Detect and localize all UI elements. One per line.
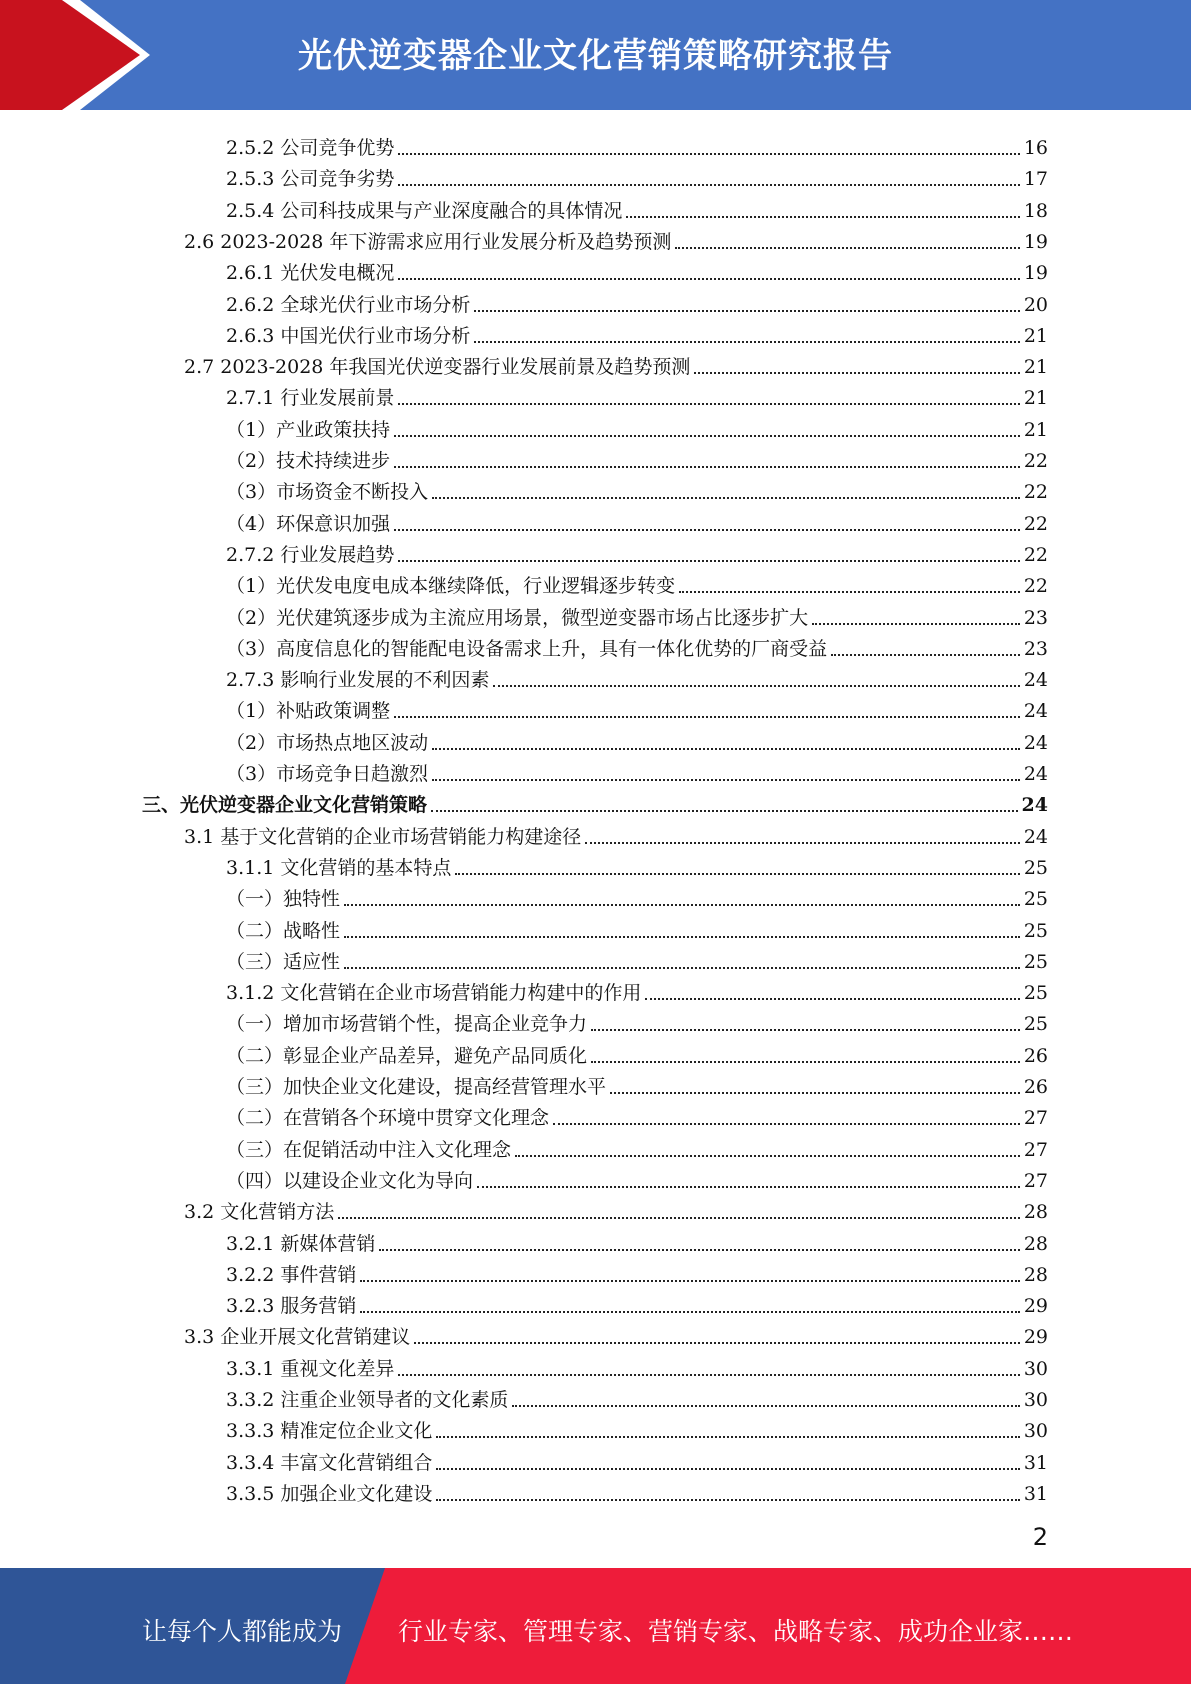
toc-entry[interactable] xyxy=(226,660,1048,691)
toc-entry-page: 26 xyxy=(1023,1076,1048,1098)
toc-entry-page: 27 xyxy=(1023,1138,1048,1161)
toc-entry-page: 24 xyxy=(1023,825,1048,848)
toc-entry-title: 3.1 基于文化营销的企业市场营销能力构建途径 xyxy=(184,825,582,848)
toc-entry[interactable] xyxy=(226,879,1048,910)
toc-dot-leader xyxy=(412,1326,1022,1348)
toc-entry[interactable] xyxy=(226,1224,1048,1255)
toc-dot-leader xyxy=(472,325,1021,347)
toc-entry-title: （2）市场热点地区波动 xyxy=(226,731,429,754)
toc-entry[interactable] xyxy=(226,441,1048,472)
toc-dot-leader xyxy=(677,575,1022,597)
toc-entry[interactable] xyxy=(226,1067,1048,1098)
toc-entry-page: 25 xyxy=(1023,856,1048,879)
toc-entry-page: 27 xyxy=(1023,1169,1048,1192)
toc-entry-page: 22 xyxy=(1023,512,1048,535)
toc-entry-title: （一）独特性 xyxy=(226,888,341,911)
toc-entry-page: 18 xyxy=(1023,199,1048,222)
toc-entry-page: 26 xyxy=(1023,1044,1048,1067)
toc-dot-leader xyxy=(430,732,1022,754)
toc-entry-title: 2.7 2023-2028 年我国光伏逆变器行业发展前景及趋势预测 xyxy=(184,356,691,379)
toc-entry-page: 28 xyxy=(1023,1263,1048,1286)
toc-entry[interactable] xyxy=(226,159,1048,190)
toc-entry-title: 3.2 文化营销方法 xyxy=(184,1201,335,1224)
toc-entry-title: （二）战略性 xyxy=(226,919,341,942)
toc-entry[interactable] xyxy=(226,410,1048,441)
toc-entry-title: 3.3.4 丰富文化营销组合 xyxy=(226,1451,433,1474)
toc-dot-leader xyxy=(643,982,1021,1004)
toc-entry-title: 3.1.2 文化营销在企业市场营销能力构建中的作用 xyxy=(226,982,642,1005)
toc-dot-leader xyxy=(510,1389,1021,1411)
toc-dot-leader xyxy=(396,137,1021,159)
toc-dot-leader xyxy=(430,481,1022,503)
toc-entry[interactable] xyxy=(226,253,1048,284)
toc-entry-page: 30 xyxy=(1023,1389,1048,1411)
toc-entry[interactable] xyxy=(226,1161,1048,1192)
toc-dot-leader xyxy=(396,1358,1021,1380)
footer-slogan-left: 让每个人都能成为 xyxy=(142,1617,343,1646)
toc-dot-leader xyxy=(434,1483,1021,1505)
toc-entry-title: 2.7.1 行业发展前景 xyxy=(226,387,395,410)
toc-entry-title: 2.7.2 行业发展趋势 xyxy=(226,543,395,566)
toc-entry-page: 22 xyxy=(1023,543,1048,566)
toc-entry[interactable] xyxy=(226,723,1048,754)
toc-entry-page: 28 xyxy=(1023,1232,1048,1255)
toc-entry-title: 3.2.3 服务营销 xyxy=(226,1295,357,1318)
toc-dot-leader xyxy=(434,1452,1021,1474)
toc-entry[interactable] xyxy=(226,316,1048,347)
toc-dot-leader xyxy=(608,1076,1022,1098)
toc-dot-leader xyxy=(396,387,1021,409)
toc-entry[interactable] xyxy=(226,1443,1048,1474)
toc-entry[interactable] xyxy=(184,1192,1048,1223)
toc-entry-page: 24 xyxy=(1021,794,1048,817)
toc-entry[interactable] xyxy=(226,378,1048,409)
toc-entry-title: （3）市场资金不断投入 xyxy=(226,481,429,504)
toc-entry-page: 31 xyxy=(1023,1482,1048,1505)
toc-entry-page: 17 xyxy=(1023,168,1048,191)
toc-entry-page: 25 xyxy=(1023,950,1048,973)
toc-dot-leader xyxy=(829,638,1022,660)
toc-entry-page: 24 xyxy=(1023,731,1048,754)
toc-entry[interactable] xyxy=(226,504,1048,535)
toc-entry-title: （2）光伏建筑逐步成为主流应用场景，微型逆变器市场占比逐步扩大 xyxy=(226,606,809,629)
toc-entry[interactable] xyxy=(226,1474,1048,1505)
toc-entry-title: （2）技术持续进步 xyxy=(226,450,391,472)
toc-entry-page: 24 xyxy=(1023,669,1048,692)
toc-dot-leader xyxy=(453,857,1021,879)
toc-entry-title: 3.3 企业开展文化营销建议 xyxy=(184,1326,411,1349)
toc-entry-page: 19 xyxy=(1023,230,1048,253)
toc-entry-title: 2.5.4 公司科技成果与产业深度融合的具体情况 xyxy=(226,199,623,222)
toc-entry[interactable] xyxy=(142,785,1048,816)
toc-entry-title: （3）高度信息化的智能配电设备需求上升，具有一体化优势的厂商受益 xyxy=(226,637,828,660)
toc-entry-page: 21 xyxy=(1023,356,1048,379)
toc-entry-page: 28 xyxy=(1023,1201,1048,1224)
toc-dot-leader xyxy=(342,888,1022,910)
toc-entry[interactable] xyxy=(226,566,1048,597)
toc-entry-page: 30 xyxy=(1023,1420,1048,1443)
toc-dot-leader xyxy=(396,262,1021,284)
toc-entry-page: 29 xyxy=(1023,1326,1048,1349)
toc-entry-page: 23 xyxy=(1023,637,1048,660)
toc-entry[interactable] xyxy=(226,191,1048,222)
footer-slogan-right: 行业专家、管理专家、营销专家、战略专家、成功企业家…… xyxy=(398,1617,1074,1646)
toc-entry[interactable] xyxy=(226,942,1048,973)
toc-entry-title: 2.7.3 影响行业发展的不利因素 xyxy=(226,669,490,692)
toc-entry-page: 21 xyxy=(1023,324,1048,347)
toc-entry-page: 29 xyxy=(1023,1295,1048,1318)
toc-dot-leader xyxy=(673,231,1021,253)
toc-entry-page: 25 xyxy=(1023,888,1048,911)
toc-entry[interactable] xyxy=(184,222,1048,253)
toc-entry-page: 24 xyxy=(1023,700,1048,723)
toc-entry[interactable] xyxy=(226,1255,1048,1286)
toc-dot-leader xyxy=(392,450,1022,472)
toc-entry-page: 22 xyxy=(1023,575,1048,598)
toc-entry-title: （1）光伏发电度电成本继续降低，行业逻辑逐步转变 xyxy=(226,575,676,598)
page-header xyxy=(0,0,1191,110)
toc-entry-title: 2.5.3 公司竞争劣势 xyxy=(226,168,395,191)
toc-entry-title: （4）环保意识加强 xyxy=(226,512,391,535)
toc-dot-leader xyxy=(472,294,1021,316)
toc-entry-page: 21 xyxy=(1023,418,1048,441)
toc-entry-page: 22 xyxy=(1023,481,1048,504)
toc-entry-title: （四）以建设企业文化为导向 xyxy=(226,1169,474,1192)
toc-dot-leader xyxy=(692,356,1021,378)
toc-dot-leader xyxy=(336,1201,1022,1223)
toc-entry-title: （1）补贴政策调整 xyxy=(226,700,391,723)
toc-entry-title: （3）市场竞争日趋激烈 xyxy=(226,763,429,785)
toc-dot-leader xyxy=(589,1045,1022,1067)
toc-dot-leader xyxy=(551,1107,1022,1129)
toc-entry[interactable] xyxy=(184,1317,1048,1348)
toc-dot-leader xyxy=(392,513,1022,535)
report-title: 光伏逆变器企业文化营销策略研究报告 xyxy=(298,36,893,76)
toc-entry[interactable] xyxy=(226,754,1048,785)
toc-entry[interactable] xyxy=(226,629,1048,660)
toc-dot-leader xyxy=(392,419,1022,441)
toc-dot-leader xyxy=(396,544,1021,566)
toc-entry[interactable] xyxy=(226,973,1048,1004)
toc-dot-leader xyxy=(513,1139,1022,1161)
toc-dot-leader xyxy=(392,700,1022,722)
toc-entry[interactable] xyxy=(226,1349,1048,1380)
toc-dot-leader xyxy=(358,1264,1021,1286)
toc-entry-title: （一）增加市场营销个性，提高企业竞争力 xyxy=(226,1013,588,1036)
toc-dot-leader xyxy=(377,1233,1021,1255)
toc-entry-title: 3.3.5 加强企业文化建设 xyxy=(226,1482,433,1505)
toc-entry[interactable] xyxy=(226,1380,1048,1411)
page-number: 2 xyxy=(1032,1523,1048,1551)
toc-entry-page: 19 xyxy=(1023,262,1048,285)
toc-entry-page: 24 xyxy=(1023,763,1048,785)
toc-entry-title: 3.1.1 文化营销的基本特点 xyxy=(226,856,452,879)
toc-entry[interactable] xyxy=(184,347,1048,378)
toc-entry-title: （1）产业政策扶持 xyxy=(226,418,391,441)
toc-dot-leader xyxy=(342,951,1022,973)
toc-dot-leader xyxy=(589,1013,1022,1035)
toc-entry-page: 25 xyxy=(1023,982,1048,1005)
toc-dot-leader xyxy=(810,607,1022,629)
toc-entry-title: 3.3.1 重视文化差异 xyxy=(226,1357,395,1380)
toc-entry-title: （二）在营销各个环境中贯穿文化理念 xyxy=(226,1107,550,1130)
toc-entry[interactable] xyxy=(226,1036,1048,1067)
toc-entry-title: 3.3.3 精准定位企业文化 xyxy=(226,1420,433,1443)
toc-entry-title: 3.3.2 注重企业领导者的文化素质 xyxy=(226,1389,509,1411)
toc-dot-leader xyxy=(583,826,1022,848)
toc-entry-page: 25 xyxy=(1023,1013,1048,1036)
toc-entry[interactable] xyxy=(226,598,1048,629)
toc-entry[interactable] xyxy=(226,911,1048,942)
toc-entry[interactable] xyxy=(226,285,1048,316)
toc-entry-title: 3.2.1 新媒体营销 xyxy=(226,1232,376,1255)
toc-dot-leader xyxy=(430,763,1022,785)
page-footer xyxy=(0,1568,1191,1684)
toc-entry-page: 20 xyxy=(1023,293,1048,316)
toc-entry[interactable] xyxy=(226,1130,1048,1161)
toc-entry[interactable] xyxy=(226,1098,1048,1129)
toc-entry-title: 3.2.2 事件营销 xyxy=(226,1263,357,1286)
toc-dot-leader xyxy=(434,1420,1021,1442)
toc-entry-page: 30 xyxy=(1023,1357,1048,1380)
toc-entry-title: 2.6.3 中国光伏行业市场分析 xyxy=(226,324,471,347)
toc-entry-title: 2.6 2023-2028 年下游需求应用行业发展分析及趋势预测 xyxy=(184,230,672,253)
toc-entry-title: 三、光伏逆变器企业文化营销策略 xyxy=(142,794,428,817)
toc-entry-title: （三）适应性 xyxy=(226,950,341,973)
toc-dot-leader xyxy=(342,920,1022,942)
toc-entry[interactable] xyxy=(184,817,1048,848)
toc-entry-title: （三）加快企业文化建设，提高经营管理水平 xyxy=(226,1076,607,1098)
toc-entry[interactable] xyxy=(226,472,1048,503)
toc-entry[interactable] xyxy=(226,535,1048,566)
toc-entry-page: 31 xyxy=(1023,1451,1048,1474)
toc-entry-page: 25 xyxy=(1023,919,1048,942)
toc-entry-page: 21 xyxy=(1023,387,1048,410)
toc-entry-title: （三）在促销活动中注入文化理念 xyxy=(226,1138,512,1161)
toc-dot-leader xyxy=(475,1170,1022,1192)
toc-entry-title: 2.6.1 光伏发电概况 xyxy=(226,262,395,285)
toc-entry-page: 22 xyxy=(1023,450,1048,472)
toc-dot-leader xyxy=(624,200,1021,222)
toc-dot-leader xyxy=(491,669,1021,691)
toc-entry-title: （二）彰显企业产品差异，避免产品同质化 xyxy=(226,1044,588,1067)
toc-entry[interactable] xyxy=(226,848,1048,879)
toc-entry[interactable] xyxy=(226,1286,1048,1317)
toc-entry[interactable] xyxy=(226,1004,1048,1035)
toc-entry-page: 27 xyxy=(1023,1107,1048,1130)
toc-dot-leader xyxy=(429,794,1020,816)
toc-entry[interactable] xyxy=(226,128,1048,159)
toc-entry[interactable] xyxy=(226,691,1048,722)
toc-dot-leader xyxy=(358,1295,1021,1317)
toc-entry-page: 23 xyxy=(1023,606,1048,629)
toc-dot-leader xyxy=(396,168,1021,190)
toc-entry-page: 16 xyxy=(1023,137,1048,159)
toc-entry[interactable] xyxy=(226,1411,1048,1442)
toc-entry-title: 2.5.2 公司竞争优势 xyxy=(226,137,395,159)
toc-entry-title: 2.6.2 全球光伏行业市场分析 xyxy=(226,293,471,316)
